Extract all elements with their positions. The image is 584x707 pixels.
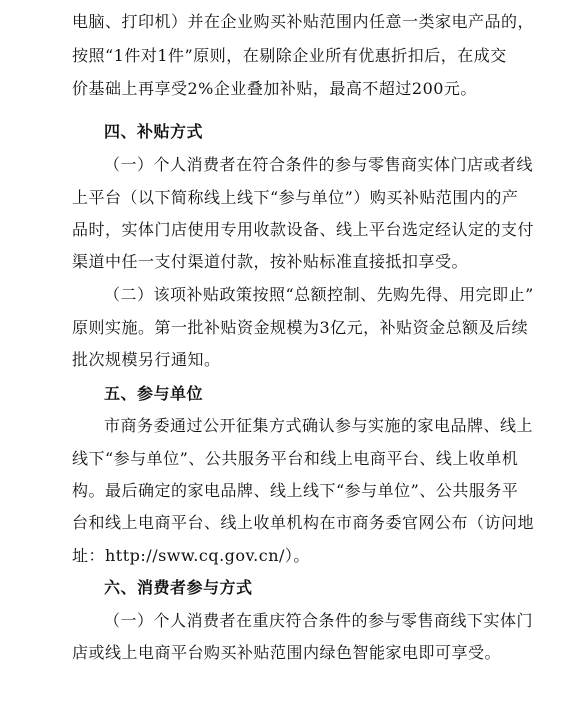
- section-heading-5: 五、参与单位: [104, 384, 204, 403]
- body-text-line: 上平台（以下简称线上线下“参与单位”）购买补贴范围内的产: [72, 188, 519, 207]
- body-text-line: 址：http://sww.cq.gov.cn/）。: [72, 546, 310, 565]
- body-text-line: 渠道中任一支付渠道付款，按补贴标准直接抵扣享受。: [72, 252, 469, 271]
- body-text-line: 价基础上再享受2%企业叠加补贴，最高不超过200元。: [72, 79, 477, 98]
- body-text-line: （二）该项补贴政策按照“总额控制、先购先得、用完即止”: [104, 285, 534, 304]
- body-text-line: 线下“参与单位”、公共服务平台和线上电商平台、线上收单机: [72, 449, 519, 468]
- body-text-line: 电脑、打印机）并在企业购买补贴范围内任意一类家电产品的，: [72, 12, 535, 31]
- body-text-line: 品时，实体门店使用专用收款设备、线上平台选定经认定的支付: [72, 220, 535, 239]
- body-text-line: 构。最后确定的家电品牌、线上线下“参与单位”、公共服务平: [72, 481, 519, 500]
- body-text-line: 店或线上电商平台购买补贴范围内绿色智能家电即可享受。: [72, 643, 502, 662]
- body-text-line: 台和线上电商平台、线上收单机构在市商务委官网公布（访问地: [72, 513, 535, 532]
- section-heading-6: 六、消费者参与方式: [104, 578, 253, 597]
- body-text-line: （一）个人消费者在符合条件的参与零售商实体门店或者线: [104, 155, 534, 174]
- body-text-line: 批次规模另行通知。: [72, 350, 221, 369]
- body-text-line: 市商务委通过公开征集方式确认参与实施的家电品牌、线上: [104, 416, 534, 435]
- body-text-line: 原则实施。第一批补贴资金规模为3亿元，补贴资金总额及后续: [72, 318, 529, 337]
- body-text-line: 按照“1件对1件”原则，在剔除企业所有优惠折扣后，在成交: [72, 46, 507, 65]
- section-heading-4: 四、补贴方式: [104, 122, 204, 141]
- body-text-line: （一）个人消费者在重庆符合条件的参与零售商线下实体门: [104, 611, 534, 630]
